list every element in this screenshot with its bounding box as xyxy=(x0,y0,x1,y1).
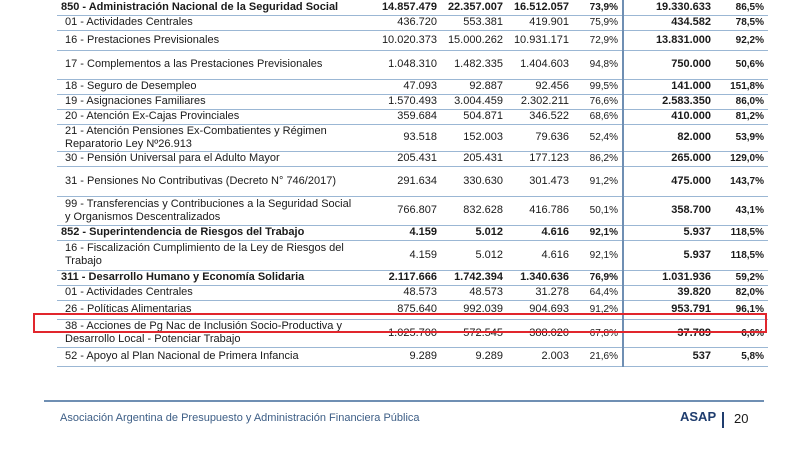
projection: 5.937 xyxy=(623,225,715,240)
credit-initial: 1.048.310 xyxy=(357,50,441,79)
accrued: 1.404.603 xyxy=(507,50,573,79)
credit-current: 1.482.335 xyxy=(441,50,507,79)
highlight-box xyxy=(33,313,767,333)
row-description: 18 - Seguro de Desempleo xyxy=(57,79,357,94)
row-description: 30 - Pensión Universal para el Adulto Mayor xyxy=(57,151,357,166)
accrued: 301.473 xyxy=(507,166,573,196)
projection: 2.583.350 xyxy=(623,94,715,109)
row-description: 21 - Atención Pensiones Ex-Combatientes y Régimen Reparatorio Ley Nº26.913 xyxy=(57,124,357,151)
projection: 13.831.000 xyxy=(623,30,715,50)
execution-percent: 92,1% xyxy=(573,225,623,240)
row-description: 31 - Pensiones No Contributivas (Decreto N° 746/2017) xyxy=(57,166,357,196)
footer-organization: Asociación Argentina de Presupuesto y Administración Financiera Pública xyxy=(60,412,420,424)
credit-initial: 4.159 xyxy=(357,225,441,240)
execution-percent: 68,6% xyxy=(573,109,623,124)
credit-current: 992.039 xyxy=(441,300,507,319)
execution-percent: 91,2% xyxy=(573,166,623,196)
credit-current: 152.003 xyxy=(441,124,507,151)
credit-initial: 9.289 xyxy=(357,347,441,366)
accrued: 346.522 xyxy=(507,109,573,124)
execution-percent: 75,9% xyxy=(573,15,623,30)
row-description: 26 - Políticas Alimentarias xyxy=(57,300,357,319)
credit-current: 48.573 xyxy=(441,285,507,300)
credit-current: 9.289 xyxy=(441,347,507,366)
credit-initial: 1.025.700 xyxy=(357,319,441,347)
accrued: 4.616 xyxy=(507,240,573,270)
accrued: 2.302.211 xyxy=(507,94,573,109)
projection-percent: 118,5% xyxy=(715,225,768,240)
table-row xyxy=(57,270,768,285)
credit-current: 553.381 xyxy=(441,15,507,30)
projection-percent: 43,1% xyxy=(715,196,768,225)
projection-percent: 81,2% xyxy=(715,109,768,124)
row-description: 311 - Desarrollo Humano y Economía Solidaria xyxy=(57,270,357,285)
credit-current: 3.004.459 xyxy=(441,94,507,109)
projection: 475.000 xyxy=(623,166,715,196)
row-description: 19 - Asignaciones Familiares xyxy=(57,94,357,109)
row-description: 20 - Atención Ex-Cajas Provinciales xyxy=(57,109,357,124)
row-description: 38 - Acciones de Pg Nac de Inclusión Socio-Productiva y Desarrollo Local - Potenciar Trabajo xyxy=(57,319,357,347)
projection-percent: 78,5% xyxy=(715,15,768,30)
credit-initial: 10.020.373 xyxy=(357,30,441,50)
credit-initial: 436.720 xyxy=(357,15,441,30)
accrued: 16.512.057 xyxy=(507,0,573,15)
accrued: 10.931.171 xyxy=(507,30,573,50)
projection-percent: 92,2% xyxy=(715,30,768,50)
projection: 39.820 xyxy=(623,285,715,300)
execution-percent: 94,8% xyxy=(573,50,623,79)
table-row xyxy=(57,151,768,166)
table-row xyxy=(57,347,768,366)
execution-percent: 99,5% xyxy=(573,79,623,94)
table-row xyxy=(57,285,768,300)
execution-percent: 91,2% xyxy=(573,300,623,319)
accrued: 79.636 xyxy=(507,124,573,151)
projection-percent: 82,0% xyxy=(715,285,768,300)
asap-logo: ASAP xyxy=(680,409,717,424)
credit-current: 330.630 xyxy=(441,166,507,196)
credit-current: 205.431 xyxy=(441,151,507,166)
table-row xyxy=(57,50,768,79)
projection: 19.330.633 xyxy=(623,0,715,15)
projection: 37.789 xyxy=(623,319,715,347)
credit-initial: 875.640 xyxy=(357,300,441,319)
execution-percent: 21,6% xyxy=(573,347,623,366)
credit-initial: 14.857.479 xyxy=(357,0,441,15)
accrued: 2.003 xyxy=(507,347,573,366)
projection: 953.791 xyxy=(623,300,715,319)
credit-initial: 766.807 xyxy=(357,196,441,225)
credit-initial: 93.518 xyxy=(357,124,441,151)
logo-separator xyxy=(722,412,724,428)
execution-percent: 50,1% xyxy=(573,196,623,225)
execution-percent: 76,6% xyxy=(573,94,623,109)
projection: 82.000 xyxy=(623,124,715,151)
accrued: 419.901 xyxy=(507,15,573,30)
row-description: 99 - Transferencias y Contribuciones a la Seguridad Social y Organismos Descentralizados xyxy=(57,196,357,225)
execution-percent: 73,9% xyxy=(573,0,623,15)
credit-current: 1.742.394 xyxy=(441,270,507,285)
projection: 1.031.936 xyxy=(623,270,715,285)
footer-divider xyxy=(44,400,764,402)
row-description: 01 - Actividades Centrales xyxy=(57,15,357,30)
projection: 358.700 xyxy=(623,196,715,225)
accrued: 388.020 xyxy=(507,319,573,347)
table-row xyxy=(57,15,768,30)
credit-initial: 4.159 xyxy=(357,240,441,270)
credit-initial: 48.573 xyxy=(357,285,441,300)
projection-percent: 59,2% xyxy=(715,270,768,285)
execution-percent: 86,2% xyxy=(573,151,623,166)
credit-initial: 205.431 xyxy=(357,151,441,166)
accrued: 904.693 xyxy=(507,300,573,319)
credit-current: 15.000.262 xyxy=(441,30,507,50)
credit-initial: 47.093 xyxy=(357,79,441,94)
execution-percent: 72,9% xyxy=(573,30,623,50)
projection: 434.582 xyxy=(623,15,715,30)
table-row xyxy=(57,166,768,196)
credit-initial: 2.117.666 xyxy=(357,270,441,285)
projection: 141.000 xyxy=(623,79,715,94)
projection-percent: 151,8% xyxy=(715,79,768,94)
row-description: 852 - Superintendencia de Riesgos del Trabajo xyxy=(57,225,357,240)
credit-initial: 291.634 xyxy=(357,166,441,196)
projection-percent: 96,1% xyxy=(715,300,768,319)
row-description: 16 - Fiscalización Cumplimiento de la Ley de Riesgos del Trabajo xyxy=(57,240,357,270)
credit-current: 572.545 xyxy=(441,319,507,347)
projection: 5.937 xyxy=(623,240,715,270)
table-row xyxy=(57,79,768,94)
credit-initial: 1.570.493 xyxy=(357,94,441,109)
credit-current: 5.012 xyxy=(441,225,507,240)
credit-current: 832.628 xyxy=(441,196,507,225)
budget-table xyxy=(57,0,768,367)
row-description: 01 - Actividades Centrales xyxy=(57,285,357,300)
table-row xyxy=(57,196,768,225)
execution-percent: 76,9% xyxy=(573,270,623,285)
accrued: 416.786 xyxy=(507,196,573,225)
accrued: 4.616 xyxy=(507,225,573,240)
projection-percent: 53,9% xyxy=(715,124,768,151)
page-number: 20 xyxy=(734,411,749,426)
credit-current: 5.012 xyxy=(441,240,507,270)
table-row xyxy=(57,94,768,109)
credit-current: 92.887 xyxy=(441,79,507,94)
accrued: 31.278 xyxy=(507,285,573,300)
projection-percent: 118,5% xyxy=(715,240,768,270)
table-row xyxy=(57,240,768,270)
projection-percent: 86,0% xyxy=(715,94,768,109)
projection: 410.000 xyxy=(623,109,715,124)
projection-percent: 6,6% xyxy=(715,319,768,347)
projection-percent: 129,0% xyxy=(715,151,768,166)
credit-current: 22.357.007 xyxy=(441,0,507,15)
table-row xyxy=(57,109,768,124)
execution-percent: 52,4% xyxy=(573,124,623,151)
row-description: 850 - Administración Nacional de la Seguridad Social xyxy=(57,0,357,15)
row-description: 17 - Complementos a las Prestaciones Previsionales xyxy=(57,50,357,79)
table-row xyxy=(57,30,768,50)
accrued: 92.456 xyxy=(507,79,573,94)
credit-initial: 359.684 xyxy=(357,109,441,124)
accrued: 177.123 xyxy=(507,151,573,166)
table-row xyxy=(57,0,768,15)
accrued: 1.340.636 xyxy=(507,270,573,285)
execution-percent: 64,4% xyxy=(573,285,623,300)
projection-percent: 50,6% xyxy=(715,50,768,79)
execution-percent: 67,8% xyxy=(573,319,623,347)
row-description: 16 - Prestaciones Previsionales xyxy=(57,30,357,50)
execution-percent: 92,1% xyxy=(573,240,623,270)
projection-percent: 143,7% xyxy=(715,166,768,196)
table-row xyxy=(57,225,768,240)
projection: 537 xyxy=(623,347,715,366)
row-description: 52 - Apoyo al Plan Nacional de Primera Infancia xyxy=(57,347,357,366)
projection-percent: 5,8% xyxy=(715,347,768,366)
projection: 265.000 xyxy=(623,151,715,166)
table-row xyxy=(57,124,768,151)
credit-current: 504.871 xyxy=(441,109,507,124)
projection-percent: 86,5% xyxy=(715,0,768,15)
projection: 750.000 xyxy=(623,50,715,79)
